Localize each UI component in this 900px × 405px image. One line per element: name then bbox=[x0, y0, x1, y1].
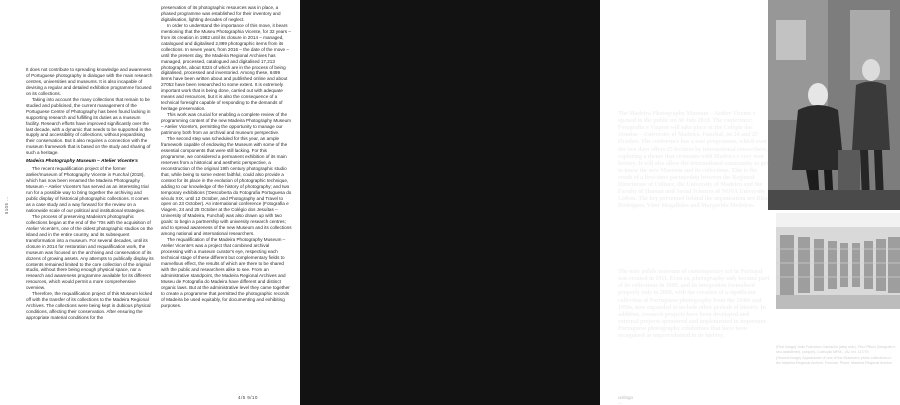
archive-photograph bbox=[776, 213, 900, 309]
right-page-folio: umbigo ... bbox=[618, 395, 634, 405]
article-column-2 bbox=[161, 5, 292, 309]
paragraph: Therefore, the requalification project of this Museum kicked off with the transfer of its collections to the Madeira Regional Archives. The collections were being kept in dubious physical conditions, affecting their conservation. After ensuring the appropriate material conditions for the bbox=[26, 291, 153, 321]
conference-section bbox=[618, 103, 770, 210]
paragraph: The requalification of the Madeira Photography Museum – Atelier Vicente's was a project that combined archival processing with a museum curator's eye, respecting each technical stage of these different but complementary fields to marvellous effect, the results of which are there to be shared with the public and researchers alike to see. From an administrative standpoint, the Madeira Regional Archives and Museu de Fotografia do Madeira have different and distinct organic laws. But at the administrative level they came together to create a programme that permitted the photographic records of Madeira be used equitably, for documenting and exhibiting purposes. bbox=[161, 237, 290, 308]
caption-second-image: (Second image) Appearance of one of the Museum's photo collections in the Madeira Regional Archive, Funchal. Photo: Madeira Regional Archive bbox=[776, 356, 893, 365]
studio-portrait-image bbox=[768, 0, 900, 210]
museum-body: The only public museum of contemporary art in Portugal was created in 1911. Even so, photography only became part of its collections in 1999, and its integration formalised properly only in 2009, with the creation of a significant collection of Portuguese photography from the 1940s and 1950s, now expanded to include other periods of history. In addition, research projects have been developed and external projects sponsored and implemented in important Portuguese photography exhibitions that have been recognised as unprecedented in its history. bbox=[618, 269, 770, 340]
paragraph: Taking into account the many collections that remain to be studied and publicised, the current management of the Portuguese Centre of Photography has been found lacking in supporting research and fulfilling its duties as a museum facility. Research efforts have improved significantly over the last decade, with a dynamic that needs to be supported in the supply and accessibility of collections, without jeopardising their conservation. But it also requires a connection with the museum framework that is based on the study and sharing of such a heritage. bbox=[26, 96, 151, 156]
section-heading: Madeira Photography Museum – Atelier Vicente's bbox=[26, 159, 138, 165]
paragraph: The recent requalification project of the former atelier/museum of Photography Vicente in Funchal (2018), which has now been renamed the Madeira Photography Museum – Atelier Vicente's has served as an interesting trial run for a possible way to bring together the archiving and public display of historical photographic collections. It comes as a case study and a way forward for the review on a nationwide scale of our political and institutional strategies. bbox=[26, 166, 149, 213]
left-page-runner: 5105 ... bbox=[4, 196, 9, 214]
paragraph: The second step was scheduled for this year, an ample framework capable of endowing the Museum with some of the essential components that were still lacking. For this programme, we considered a permanent exhibition of its main reserves from a historical and aesthetic perspective, a reconstruction of the original 19th century photographic studio that, while being to some extent faithful, could also provide a context for its place in the evolution of photographic technique, adding to our knowledge of the history of photography; and two temporary exhibitions ('Descoberta do Fotografia Portuguesa do século XIX, until 12 October, and Photography and Travel to open on 23 October). An international conference (Fotografia e Viagem, 24 and 25 October at the Colégio dos Jesuítas – University of Madeira, Funchal) was also drawn up with two goals: to begin a partnership with university research centres; and to spread awareness of the new Museum and its collections among national and international researchers. bbox=[161, 135, 292, 237]
left-page bbox=[0, 0, 300, 405]
left-page-folio: 4/5 9/10 bbox=[238, 395, 258, 400]
paragraph: It does not contribute to spreading knowledge and awareness of Portuguese photography in dialogue with the main research centres, universities and museums. It is also incapable of devising a regular and detailed exhibition programme focused on its collections. bbox=[26, 67, 153, 96]
paragraph: This work was crucial for enabling a complete review of the programming content of the new Madeira Photography Museum – Atelier Vicente's, permitting the opportunity to manage our patrimony both from an archival and museum perspective. bbox=[161, 112, 291, 136]
conference-body: The Madeira Photography Museum – Atelier Vicente's opened to the public on 30 July 2019. The conference: Fotografia e Viagem will take place at the Colégio dos Jesuítas – University of Madeira, Funchal, on 24 and 25 October. The conference has a vast programme, which over the two days offers 25 lectures by international researchers, exploring a theme that resonates with Madeira's very own history. It will also allow the international community to get to know the new Museum and its collections. This is the result of a first-time partnership between the Regional Directorate of Culture, the University of Madeira and the Faculty of Human and Social Sciences of NOVA University Lisbon. The key personnel behind the organisation are Rita Rodrigues, Vítor Magalhães and Margarida Medeiros. bbox=[618, 111, 769, 210]
conference-heading: The Conference bbox=[618, 103, 661, 110]
museum-heading: The National Museum of Contemporary Art – Museu do Chiado bbox=[618, 254, 770, 269]
paragraph: The process of preserving Madeira's photographic collections began at the end of the '70s with the acquisition of Atelier Vicente's, one of the oldest photographic studios on the island and in the entire country, and its subsequent transformation into a museum. For several decades, until its closure in 2014 for restoration and requalification work, the museum was focused on the archiving and conservation of its dozens of growing assets. Any attempts to publically display its contents remained limited to the core collection of the original studio, without there being enough physical space, nor a research and awareness programme available for its different resources, which would permit a more comprehensive overview. bbox=[26, 213, 154, 291]
caption-first-image: (First image) João Francisco Camacho (atrip rear), Prez Ptitulo (fotografo e seu assistente), (sequel), Colecção MFM – AV. Inv. 117/79 bbox=[776, 345, 896, 354]
paragraph: In order to understand the importance of this move, it bears mentioning that the Museu Photographia Vicente, for 32 years – from its creation in 1982 until its closure in 2014 – managed, catalogued and digitalised 2,889 photographic items from its collections. In seven years, from 2016 – the date of the move – until the present day, the Madeira Regional Archives has managed, processed, catalogued and digitalised 17,213 photographs, about 8324 of which are in the process of being digitalised, processed and inventoried. Among these, 6499 items have been written about and published online and about 27052 have been researched to some extent. It is extremely important work that is being done, carried out with adequate means and resources, but it is also the consequence of a technical foresight capable of responding to the demands of heritage preservation. bbox=[161, 22, 291, 112]
historical-photograph bbox=[768, 0, 900, 210]
right-page bbox=[300, 0, 896, 405]
archive-shelves-image bbox=[776, 213, 900, 309]
museum-section bbox=[618, 254, 770, 340]
article-column-1 bbox=[26, 67, 154, 321]
paragraph: preservation of its photographic resources was in place, a phased programme was established for their inventory and digitalisation, lighting decades of neglect. bbox=[161, 5, 281, 22]
photo-captions bbox=[776, 345, 896, 367]
